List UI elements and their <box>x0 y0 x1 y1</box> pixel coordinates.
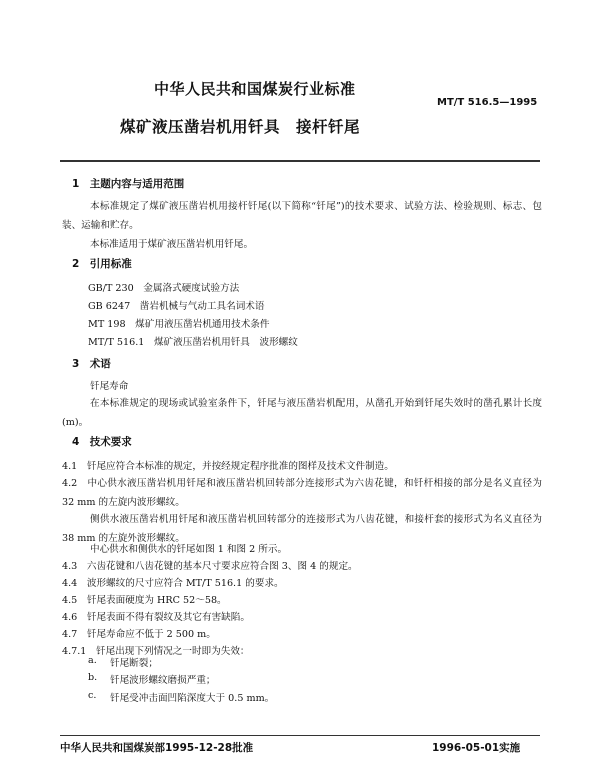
effective-date: 1996-05-01实施 <box>432 742 521 754</box>
clause-4-5: 4.5 钎尾表面硬度为 HRC 52～58。 <box>62 595 227 606</box>
failure-item-mark: b. <box>88 672 98 683</box>
clause-4-7: 4.7 钎尾寿命应不低于 2 500 m。 <box>62 629 216 640</box>
section-1-heading: 1 主题内容与适用范围 <box>72 178 185 190</box>
section-3-heading: 3 术语 <box>72 358 111 370</box>
failure-item-text: 钎尾断裂； <box>110 658 158 669</box>
clause-4-3: 4.3 六齿花键和八齿花键的基本尺寸要求应符合图 3、图 4 的规定。 <box>62 561 358 572</box>
footer-rule <box>60 735 540 736</box>
clause-4-4: 4.4 波形螺纹的尺寸应符合 MT/T 516.1 的要求。 <box>62 578 284 589</box>
failure-item-text: 钎尾受冲击面凹陷深度大于 0.5 mm。 <box>110 693 275 704</box>
clause-4-2-side-supply: 侧供水液压凿岩机用钎尾和液压凿岩机回转部分的连接形式为八齿花键，和接杆套的接形式为名义直径为 38 mm 的左旋外波形螺纹。 <box>62 514 542 544</box>
approval-statement: 中华人民共和国煤炭部1995-12-28批准 <box>60 742 254 754</box>
clause-4-2: 4.2 中心供水液压凿岩机用钎尾和液压凿岩机回转部分连接形式为六齿花键，和钎杆相接的部分是名义直径为 32 mm 的左旋内波形螺纹。 <box>62 478 542 508</box>
term-definition: 在本标准规定的现场或试验室条件下，钎尾与液压凿岩机配用，从凿孔开始到钎尾失效时的凿孔累计长度(m)。 <box>62 398 542 428</box>
reference-item: MT 198 煤矿用液压凿岩机通用技术条件 <box>88 319 270 330</box>
term-name: 钎尾寿命 <box>90 381 129 392</box>
reference-item: GB/T 230 金属洛式硬度试验方法 <box>88 283 240 294</box>
issuing-organization: 中华人民共和国煤炭行业标准 <box>154 80 356 98</box>
clause-4-7-1: 4.7.1 钎尾出现下列情况之一时即为失效： <box>62 646 250 657</box>
clause-4-2-figures: 中心供水和侧供水的钎尾如图 1 和图 2 所示。 <box>90 544 288 555</box>
section-1-para-2: 本标准适用于煤矿液压凿岩机用钎尾。 <box>90 239 254 250</box>
header-rule <box>60 160 540 162</box>
section-4-heading: 4 技术要求 <box>72 436 132 448</box>
section-2-heading: 2 引用标准 <box>72 258 132 270</box>
standard-code: MT/T 516.5—1995 <box>437 97 538 108</box>
reference-item: GB 6247 凿岩机械与气动工具名词术语 <box>88 301 265 312</box>
reference-item: MT/T 516.1 煤矿液压凿岩机用钎具 波形螺纹 <box>88 337 298 348</box>
document-title: 煤矿液压凿岩机用钎具 接杆钎尾 <box>120 118 361 136</box>
section-1-para-1: 本标准规定了煤矿液压凿岩机用接杆钎尾(以下简称“钎尾”)的技术要求、试验方法、检验规则、标志、包装、运输和贮存。 <box>62 201 542 231</box>
failure-item-mark: a. <box>88 655 97 666</box>
clause-4-6: 4.6 钎尾表面不得有裂纹及其它有害缺陷。 <box>62 612 250 623</box>
clause-4-1: 4.1 钎尾应符合本标准的规定，并按经规定程序批准的图样及技术文件制造。 <box>62 461 394 472</box>
failure-item-mark: c. <box>88 690 97 701</box>
failure-item-text: 钎尾波形螺纹磨损严重； <box>110 675 216 686</box>
